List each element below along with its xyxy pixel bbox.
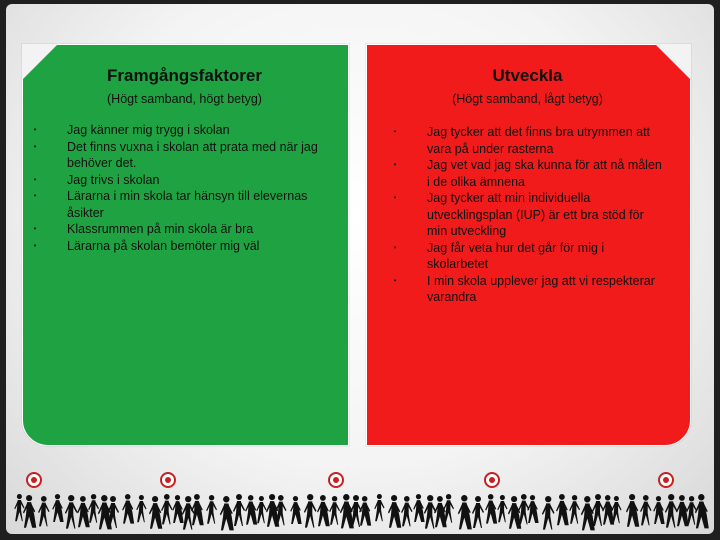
slide [6,4,714,534]
bullet-dot-icon: • [33,125,37,134]
walking-people-silhouettes-icon [6,472,714,534]
bullet-dot-icon: • [393,275,397,285]
bullet-dot-icon: • [33,141,37,151]
bullet-dot-icon: • [33,224,37,233]
list-item: • Jag tycker att det finns bra utrymmen att vara på under rasterna [390,124,666,157]
list-item: • Lärarna på skolan bemöter mig väl [30,238,320,255]
success-factors-title: Framgångsfaktorer [107,66,262,85]
bullet-dot-icon: • [393,127,397,136]
list-item: • Det finns vuxna i skolan att prata med när jag behöver det. [30,139,320,172]
list-item: • Klassrummen på min skola är bra [30,221,320,238]
list-item: • I min skola upplever jag att vi respekterar varandra [390,273,666,306]
list-item: • Jag tycker att min individuella utvecklingsplan (IUP) är ett bra stöd för min utveckling [390,190,666,240]
list-item: • Jag vet vad jag ska kunna för att nå målen i de olika ämnena [390,157,666,190]
list-item: • Lärarna i min skola tar hänsyn till elevernas åsikter [30,188,320,221]
bullet-dot-icon: • [33,191,37,200]
success-factors-list [30,122,320,254]
develop-list [390,124,666,306]
develop-subtitle: (Högt samband, lågt betyg) [452,92,603,106]
bullet-dot-icon: • [33,174,37,184]
bullet-dot-icon: • [393,242,397,252]
bullet-dot-icon: • [33,240,37,250]
develop-title: Utveckla [492,66,563,85]
list-item: • Jag känner mig trygg i skolan [30,122,320,139]
target-icon [27,473,673,487]
list-item: • Jag trivs i skolan [30,172,320,189]
bullet-dot-icon: • [393,193,397,202]
list-item: • Jag får veta hur det går för mig i skolarbetet [390,240,666,273]
bullet-dot-icon: • [393,160,397,169]
success-factors-subtitle: (Högt samband, högt betyg) [107,92,262,106]
